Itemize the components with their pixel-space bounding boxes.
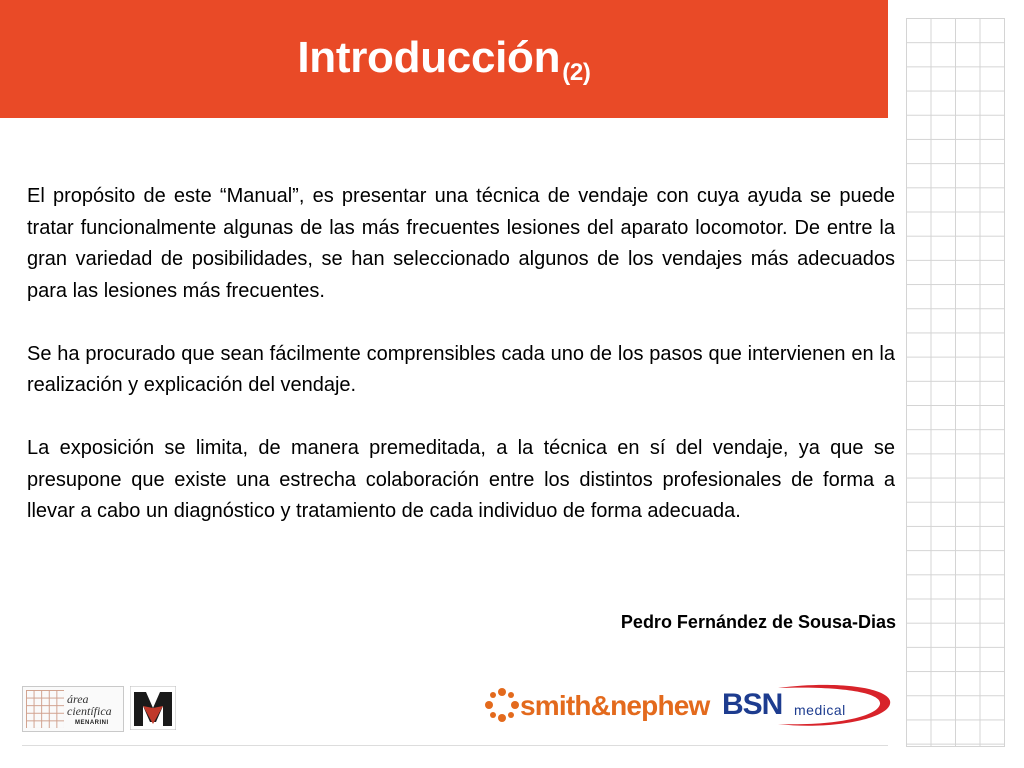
author-name: Pedro Fernández de Sousa-Dias bbox=[620, 612, 896, 632]
area-logo-text-2: científica bbox=[67, 704, 112, 718]
paragraph-3: La exposición se limita, de manera premeditada, a la técnica en sí del vendaje, ya que se presupone que existe una estrecha colaboración entre los distintos profesionales de forma a llevar a cabo un diagnóstico y tratamiento de cada individuo de forma adecuada. bbox=[27, 437, 895, 522]
paragraph-1: El propósito de este “Manual”, es presentar una técnica de vendaje con cuya ayuda se puede tratar funcionalmente algunas de las más frecuentes lesiones del aparato locomotor. De entre la gran variedad de posibilidades, se han seleccionado algunos de los vendajes más adecuados para las lesiones más frecuentes. bbox=[27, 185, 895, 302]
area-cientifica-logo bbox=[22, 686, 124, 732]
area-logo-grid bbox=[26, 690, 64, 728]
slide-body bbox=[27, 181, 895, 528]
paragraph-2: Se ha procurado que sean fácilmente comprensibles cada uno de los pasos que intervienen en la realización y explicación del vendaje. bbox=[27, 342, 895, 396]
slide-title bbox=[0, 28, 888, 103]
smith-nephew-text: smith&nephew bbox=[520, 690, 710, 721]
footer-divider bbox=[22, 745, 888, 746]
slide-title-text: Introducción bbox=[297, 33, 561, 82]
decorative-grid bbox=[906, 18, 1005, 747]
area-logo-text-1: área bbox=[67, 692, 89, 706]
menarini-m-logo bbox=[130, 686, 176, 730]
bsn-text: BSN bbox=[722, 688, 783, 721]
area-logo-text-3: MENARINI bbox=[75, 720, 109, 726]
bsn-medical-text: medical bbox=[794, 702, 846, 718]
slide-title-number: (2) bbox=[562, 59, 591, 86]
